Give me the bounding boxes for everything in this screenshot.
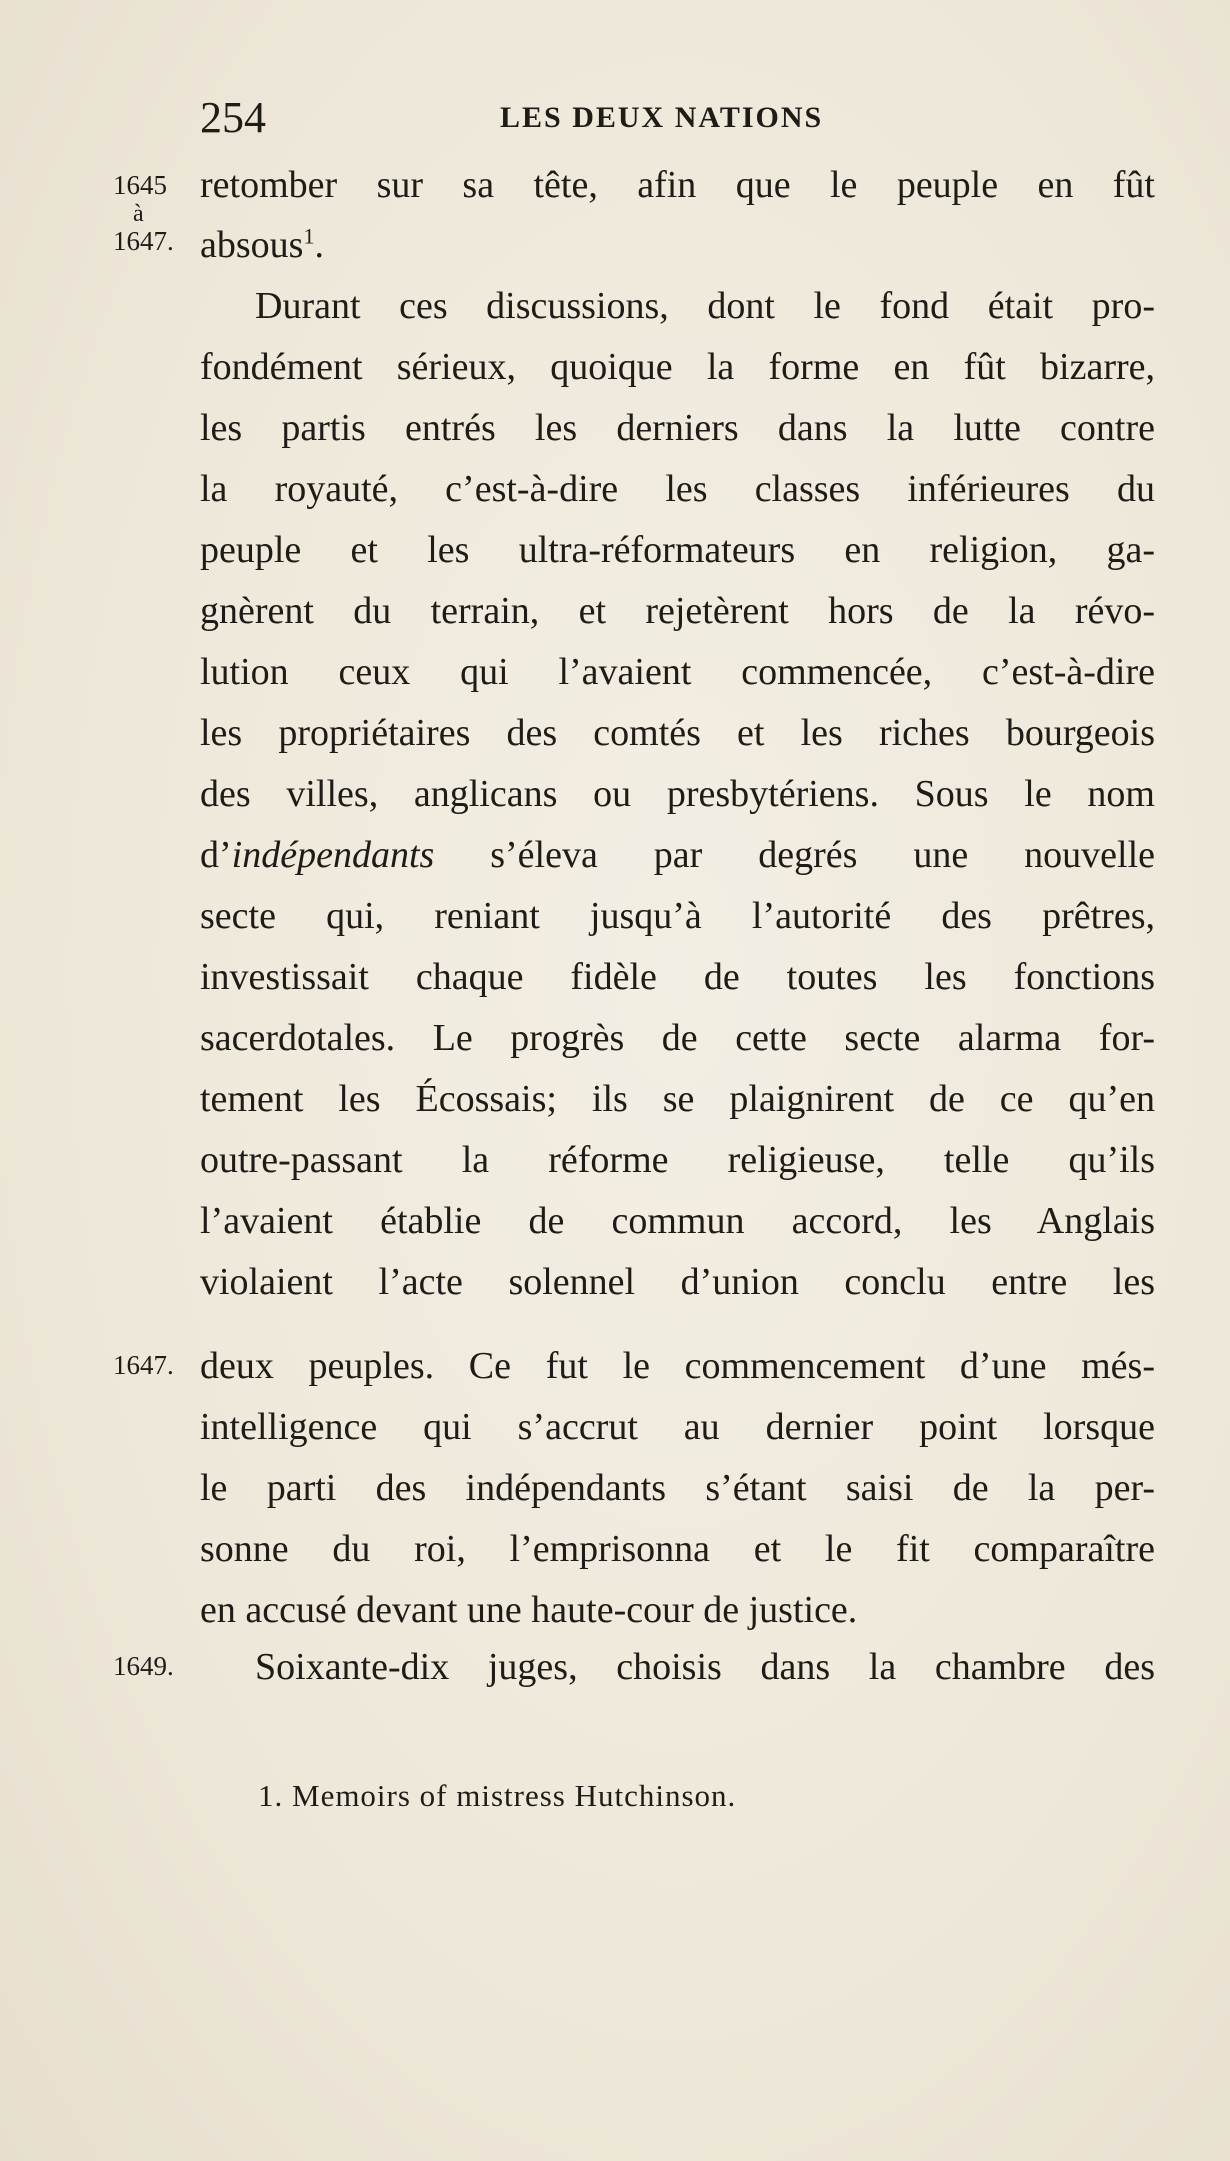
margin-year-1647: 1647. bbox=[113, 1350, 174, 1380]
page-number: 254 bbox=[200, 93, 266, 142]
text-line: fondément sérieux, quoique la forme en fût bizarre, bbox=[200, 346, 1155, 388]
margin-year-1647-range: 1647. bbox=[113, 226, 174, 256]
text-line: gnèrent du terrain, et rejetèrent hors de la révo- bbox=[200, 590, 1155, 632]
text-line: la royauté, c’est-à-dire les classes inférieures du bbox=[200, 468, 1155, 510]
italic-term: indépendants bbox=[231, 834, 435, 876]
text-fragment: d’ bbox=[200, 834, 232, 876]
margin-a: à bbox=[133, 201, 144, 227]
text-line: sacerdotales. Le progrès de cette secte alarma for- bbox=[200, 1017, 1155, 1059]
running-title: LES DEUX NATIONS bbox=[500, 101, 824, 134]
margin-year-1649: 1649. bbox=[113, 1651, 174, 1681]
text-line: sonne du roi, l’emprisonna et le fit comparaître bbox=[200, 1528, 1155, 1570]
text-fragment: absous bbox=[200, 224, 304, 266]
text-line: intelligence qui s’accrut au dernier point lorsque bbox=[200, 1406, 1155, 1448]
text-line: lution ceux qui l’avaient commencée, c’est-à-dire bbox=[200, 651, 1155, 693]
text-line: deux peuples. Ce fut le commencement d’une més- bbox=[200, 1345, 1155, 1387]
footnote-mark: 1 bbox=[303, 223, 315, 249]
text-line: tement les Écossais; ils se plaignirent de ce qu’en bbox=[200, 1078, 1155, 1120]
text-line: Durant ces discussions, dont le fond était pro- bbox=[255, 285, 1155, 327]
footnote: 1. Memoirs of mistress Hutchinson. bbox=[258, 1778, 737, 1813]
text-line: peuple et les ultra-réformateurs en religion, ga- bbox=[200, 529, 1155, 571]
text-line bbox=[200, 215, 1155, 275]
text-line: l’avaient établie de commun accord, les Anglais bbox=[200, 1200, 1155, 1242]
text-fragment: s’éleva par degrés une nouvelle bbox=[434, 834, 1155, 876]
text-line: retomber sur sa tête, afin que le peuple en fût bbox=[200, 164, 1155, 206]
text-line: les propriétaires des comtés et les riches bourgeois bbox=[200, 712, 1155, 754]
text-line: violaient l’acte solennel d’union conclu entre les bbox=[200, 1261, 1155, 1303]
text-line: en accusé devant une haute-cour de justice. bbox=[200, 1589, 858, 1631]
text-fragment: . bbox=[314, 224, 324, 266]
text-line: le parti des indépendants s’étant saisi de la per- bbox=[200, 1467, 1155, 1509]
page-header bbox=[200, 88, 1150, 148]
text-line: outre-passant la réforme religieuse, telle qu’ils bbox=[200, 1139, 1155, 1181]
text-line bbox=[200, 825, 1155, 885]
text-line: les partis entrés les derniers dans la lutte contre bbox=[200, 407, 1155, 449]
text-line: investissait chaque fidèle de toutes les fonctions bbox=[200, 956, 1155, 998]
text-line: des villes, anglicans ou presbytériens. Sous le nom bbox=[200, 773, 1155, 815]
margin-year-1645: 1645 bbox=[113, 170, 167, 200]
text-line: Soixante-dix juges, choisis dans la chambre des bbox=[255, 1646, 1155, 1688]
text-line: secte qui, reniant jusqu’à l’autorité des prêtres, bbox=[200, 895, 1155, 937]
